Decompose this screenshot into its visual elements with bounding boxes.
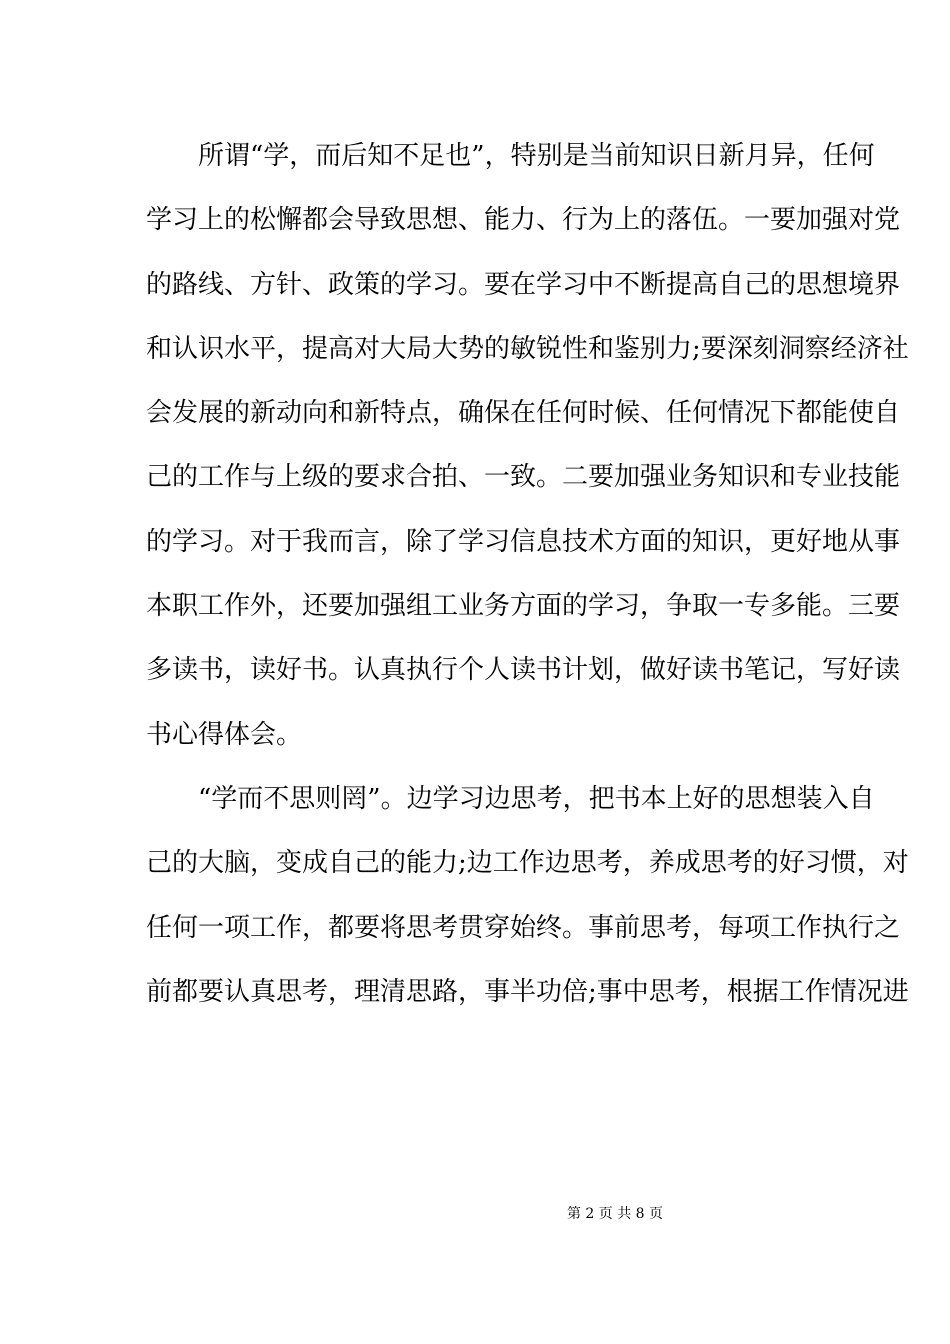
body-text	[146, 128, 909, 1028]
text-line: 的路线、方针、政策的学习。要在学习中不断提高自己的思想境界	[146, 269, 901, 300]
text-line: 前都要认真思考，理清思路，事半功倍;事中思考，根据工作情况进	[146, 976, 909, 1007]
text-line: 本职工作外，还要加强组工业务方面的学习，争取一专多能。三要	[146, 591, 901, 622]
text-line: 任何一项工作，都要将思考贯穿始终。事前思考，每项工作执行之	[146, 912, 901, 943]
text-line: 学习上的松懈都会导致思想、能力、行为上的落伍。一要加强对党	[146, 205, 901, 236]
text-line: 和认识水平，提高对大局大势的敏锐性和鉴别力;要深刻洞察经济社	[146, 333, 909, 364]
page-number: 第 2 页 共 8 页	[566, 1206, 664, 1222]
text-line: 己的工作与上级的要求合拍、一致。二要加强业务知识和专业技能	[146, 462, 901, 493]
text-line: 多读书，读好书。认真执行个人读书计划，做好读书笔记，写好读	[146, 655, 901, 686]
text-line: 会发展的新动向和新特点，确保在任何时候、任何情况下都能使自	[146, 398, 901, 429]
text-line: 书心得体会。	[146, 719, 303, 750]
page-footer	[0, 1204, 950, 1224]
text-line: 己的大脑，变成自己的能力;边工作边思考，养成思考的好习惯，对	[146, 848, 909, 879]
text-line: 所谓“学，而后知不足也”，特别是当前知识日新月异，任何	[146, 141, 875, 171]
text-line: “学而不思则罔”。边学习边思考，把书本上好的思想装入自	[146, 783, 875, 814]
text-line: 的学习。对于我而言，除了学习信息技术方面的知识，更好地从事	[146, 526, 901, 557]
